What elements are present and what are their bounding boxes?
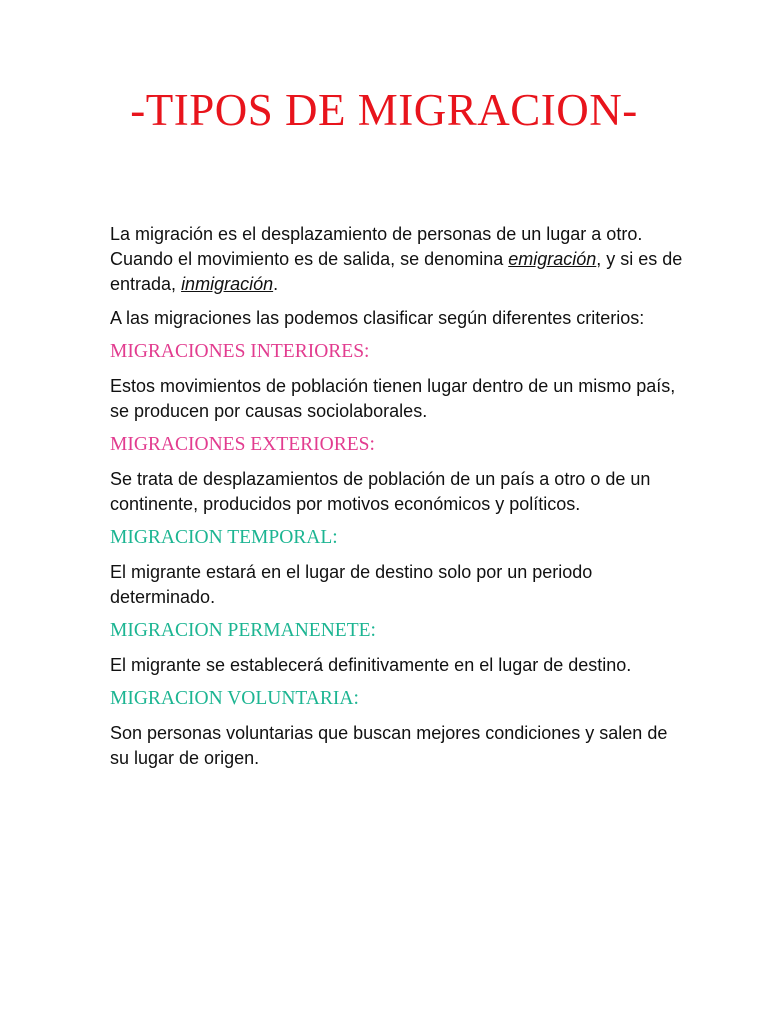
section-heading-interiores: MIGRACIONES INTERIORES: — [110, 341, 370, 362]
intro-text-part2: , y si es de entrada, — [110, 249, 683, 294]
section-text-voluntaria: Son personas voluntarias que buscan mejores condiciones y salen de su lugar de origen. — [110, 723, 668, 768]
section-heading-voluntaria: MIGRACION VOLUNTARIA: — [110, 688, 359, 709]
section-heading-exteriores: MIGRACIONES EXTERIORES: — [110, 434, 375, 455]
section-text-interiores: Estos movimientos de población tienen lugar dentro de un mismo país, se producen por causas sociolaborales. — [110, 376, 676, 421]
intro-text-part3: . — [273, 274, 279, 294]
term-inmigracion: inmigración — [181, 274, 274, 294]
document-body — [110, 222, 690, 780]
section-text-permanente: El migrante se establecerá definitivamente en el lugar de destino. — [110, 655, 632, 675]
intro-text-part1: La migración es el desplazamiento de personas de un lugar a otro. Cuando el movimiento es de salida, se denomina — [110, 224, 643, 269]
section-text-temporal: El migrante estará en el lugar de destino solo por un periodo determinado. — [110, 562, 593, 607]
section-heading-permanente: MIGRACION PERMANENETE: — [110, 620, 376, 641]
document-title: -TIPOS DE MIGRACION- — [130, 85, 638, 135]
section-heading-temporal: MIGRACION TEMPORAL: — [110, 527, 338, 548]
section-text-exteriores: Se trata de desplazamientos de población de un país a otro o de un continente, producidos por motivos económicos y políticos. — [110, 469, 651, 514]
classification-paragraph: A las migraciones las podemos clasificar según diferentes criterios: — [110, 308, 645, 328]
term-emigracion: emigración — [508, 249, 597, 269]
intro-paragraph — [110, 222, 690, 297]
